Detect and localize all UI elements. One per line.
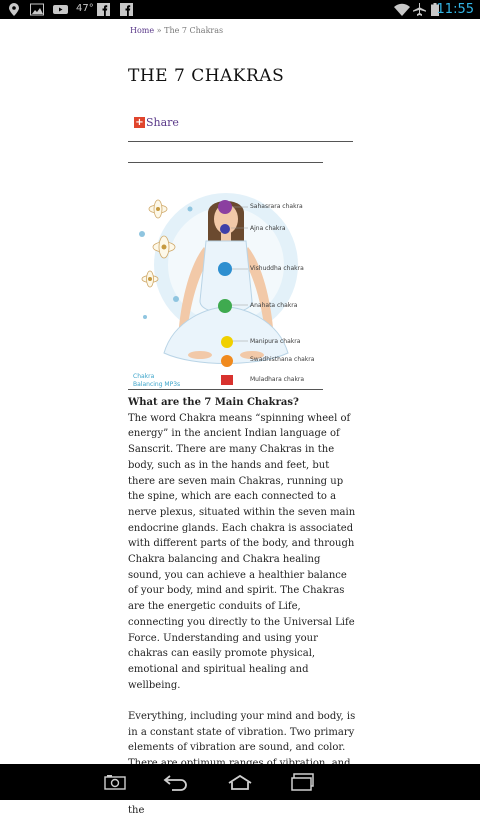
chakra-label: Manipura chakra	[250, 338, 301, 345]
clock: 11:55	[436, 2, 474, 17]
swadhisthana-chakra-icon	[221, 355, 233, 367]
recent-apps-icon	[291, 773, 315, 791]
navigation-bar	[0, 764, 480, 800]
muladhara-chakra-icon	[221, 375, 233, 385]
wifi-icon	[394, 3, 410, 16]
manipura-chakra-icon	[221, 336, 233, 348]
chakra-label: Sahasrara chakra	[250, 203, 303, 210]
anahata-chakra-icon	[218, 299, 232, 313]
article-paragraph: Everything, including your mind and body, is in a constant state of vibration. Two primary elements of vibration are sound, and color. the	[128, 711, 356, 817]
airplane-icon	[413, 3, 426, 16]
breadcrumb	[130, 26, 223, 35]
youtube-icon	[53, 3, 68, 16]
ajna-chakra-icon	[220, 224, 230, 234]
chakra-label: Muladhara chakra	[250, 376, 305, 383]
temperature-text: 47°	[76, 3, 94, 14]
share-label: Share	[146, 115, 179, 129]
chakra-label: Anahata chakra	[250, 302, 298, 309]
chakra-label: Ajna chakra	[250, 225, 286, 232]
divider	[128, 162, 323, 163]
back-button[interactable]	[163, 770, 189, 794]
facebook-icon	[120, 3, 133, 16]
share-button[interactable]	[134, 115, 179, 129]
facebook-icon	[97, 3, 110, 16]
home-icon	[227, 774, 253, 790]
chakra-label: Swadhisthana chakra	[250, 356, 315, 363]
vishuddha-chakra-icon	[218, 262, 232, 276]
divider	[128, 389, 323, 390]
page-title: THE 7 CHAKRAS	[128, 66, 285, 86]
image-icon	[30, 3, 44, 16]
article-paragraph: The word Chakra means “spinning wheel of energy” in the ancient Indian language of Sanscrit. There are many Chakras in the body, such as in the hands and feet, but there are seven main Chakras, running up the spine, which are each connected to a nerve plexus, situated within the seven main endocrine glands. Each chakra is associated with different parts of the body, and through Chakra balancing and Chakra healing sound, you can achieve a healthier balance of your body, mind and spirit. The Chakras are the energetic conduits of Life, connecting you directly to the Universal Life Force. Understanding and using your chakras can easily promote physical, emotional and spiritual healing and wellbeing.	[128, 412, 356, 691]
recent-apps-button[interactable]	[290, 770, 316, 794]
chakra-illustration	[130, 169, 325, 389]
home-button[interactable]	[227, 770, 253, 794]
divider	[128, 141, 353, 142]
camera-button[interactable]	[102, 770, 128, 794]
figure-caption	[133, 373, 180, 389]
figure-caption-line: Chakra	[133, 373, 155, 380]
back-icon	[163, 774, 189, 790]
plus-icon: +	[135, 116, 144, 128]
figure-caption-line: Balancing MP3s	[133, 381, 181, 388]
breadcrumb-separator: »	[156, 26, 162, 35]
breadcrumb-current: The 7 Chakras	[164, 26, 224, 35]
chakra-label: Vishuddha chakra	[250, 265, 304, 272]
pin-icon	[8, 3, 20, 16]
web-page[interactable]	[0, 19, 480, 817]
sahasrara-chakra-icon	[218, 200, 232, 214]
breadcrumb-home-link[interactable]: Home	[130, 26, 155, 35]
status-bar	[0, 0, 480, 19]
section-heading: What are the 7 Main Chakras?	[128, 397, 299, 408]
camera-icon	[104, 774, 126, 790]
